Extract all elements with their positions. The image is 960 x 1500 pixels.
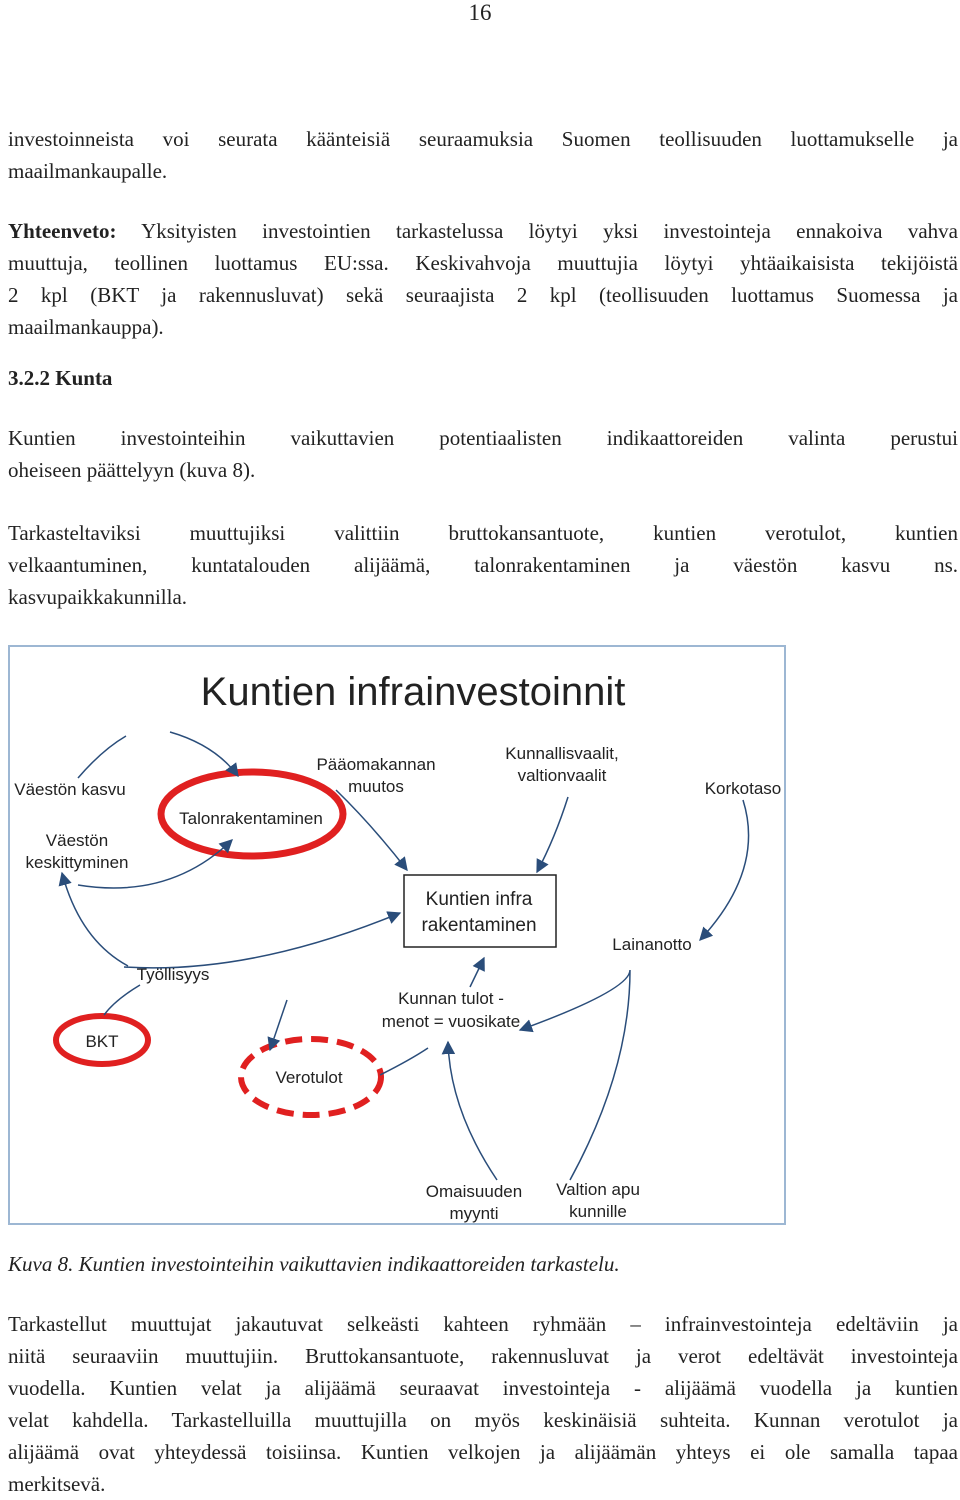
node-kunnallisvaalit-1: Kunnallisvaalit,	[505, 744, 619, 763]
arrow-to-talonrakentaminen	[170, 732, 238, 776]
arrow-bkt-to-tyollisyys	[104, 985, 140, 1015]
text-line: niitä seuraaviin muuttujiin. Bruttokansantuote, rakennusluvat ja verot edeltävät investointeja	[8, 1344, 958, 1368]
node-paaomakannan-1: Pääomakannan	[316, 755, 436, 774]
node-paaomakannan-2: muutos	[348, 777, 404, 796]
node-kunnan-tulot-2: menot = vuosikate	[381, 1012, 521, 1031]
node-verotulot: Verotulot	[275, 1068, 343, 1087]
node-lainanotto: Lainanotto	[612, 935, 692, 954]
text-line: maailmankauppa).	[8, 315, 164, 339]
arrow-verotulot-to-kunnan-tulot	[380, 1048, 428, 1075]
node-kunnan-tulot-1: Kunnan tulot -	[398, 989, 504, 1008]
arrow-paaomakannan-to-infra	[336, 790, 407, 870]
text-line: alijäämä ovat yhteydessä toisiinsa. Kuntien velkojen ja alijäämän yhteys ei ole samalla tapaa	[8, 1440, 958, 1464]
node-kuntien-infra-1: Kuntien infra	[425, 889, 533, 910]
node-korkotaso: Korkotaso	[704, 779, 782, 798]
figure-caption: Kuva 8. Kuntien investointeihin vaikuttavien indikaattoreiden tarkastelu.	[8, 1252, 620, 1276]
text-fragment: Yksityisten investointien tarkastelussa löytyi yksi investointeja ennakoiva vahva	[141, 219, 958, 243]
arrow-kunnan-tulot-to-infra	[470, 958, 484, 987]
text-line: muuttuja, teollinen luottamus EU:ssa. Keskivahvoja muuttujia löytyi yhtäaikaisista tekijöistä	[8, 251, 958, 275]
text-line: Tarkasteltaviksi muuttujiksi valittiin bruttokansantuote, kuntien verotulot, kuntien	[8, 521, 958, 545]
node-omaisuuden-1: Omaisuuden	[425, 1182, 523, 1201]
node-omaisuuden-2: myynti	[449, 1204, 499, 1223]
node-valtion-apu-2: kunnille	[569, 1202, 627, 1221]
arrow-vaeston-kasvu	[78, 736, 126, 778]
text-line: velkaantuminen, kuntatalouden alijäämä, talonrakentaminen ja väestön kasvu ns.	[8, 553, 958, 577]
text-line: Tarkastellut muuttujat jakautuvat selkeästi kahteen ryhmään – infrainvestointeja edeltäviin ja	[8, 1312, 958, 1336]
kuntien-infra-box	[404, 875, 556, 947]
text-line: oheiseen päättelyyn (kuva 8).	[8, 458, 256, 482]
discussion-paragraph	[8, 1308, 958, 1500]
node-vaeston-keskittyminen-2: keskittyminen	[25, 853, 129, 872]
text-line: velat kahdella. Tarkastelluilla muuttujilla on myös keskinäisiä suhteita. Kunnan verotulot ja	[8, 1408, 958, 1432]
text-line: merkitsevä.	[8, 1472, 106, 1496]
text-line: kasvupaikkakunnilla.	[8, 585, 188, 609]
summary-label: Yhteenveto:	[8, 219, 117, 243]
text-line: investoinneista voi seurata käänteisiä seuraamuksia Suomen teollisuuden luottamukselle ja	[8, 127, 958, 151]
arrow-vaalit-to-infra	[537, 797, 568, 872]
page-number: 16	[468, 0, 492, 25]
arrow-omaisuuden-to-kunnan-tulot	[448, 1042, 497, 1180]
diagram-title: Kuntien infrainvestoinnit	[200, 670, 626, 714]
text-line: 2 kpl (BKT ja rakennusluvat) sekä seuraajista 2 kpl (teollisuuden luottamus Suomessa ja	[8, 283, 958, 307]
text-line: vuodella. Kuntien velat ja alijäämä seuraavat investointeja - alijäämä vuodella ja kuntien	[8, 1376, 958, 1400]
node-kunnallisvaalit-2: valtionvaalit	[517, 766, 607, 785]
node-vaeston-kasvu: Väestön kasvu	[14, 780, 126, 799]
node-vaeston-keskittyminen-1: Väestön	[45, 831, 109, 850]
arrow-to-verotulot	[270, 1000, 287, 1050]
node-kuntien-infra-2: rakentaminen	[421, 915, 537, 936]
arrow-korkotaso-to-lainanotto	[700, 800, 749, 940]
node-valtion-apu-1: Valtion apu	[556, 1180, 640, 1199]
node-tyollisyys: Työllisyys	[136, 965, 210, 984]
section-heading: 3.2.2 Kunta	[8, 366, 113, 390]
arrow-valtion-apu-to-kunnan-tulot	[520, 970, 630, 1180]
node-talonrakentaminen: Talonrakentaminen	[179, 809, 323, 828]
arrow-tyollisyys-to-infra	[124, 913, 400, 968]
text-line: maailmankaupalle.	[8, 159, 168, 183]
text-line: Kuntien investointeihin vaikuttavien potentiaalisten indikaattoreiden valinta perustui	[8, 426, 958, 450]
node-bkt: BKT	[85, 1032, 119, 1051]
